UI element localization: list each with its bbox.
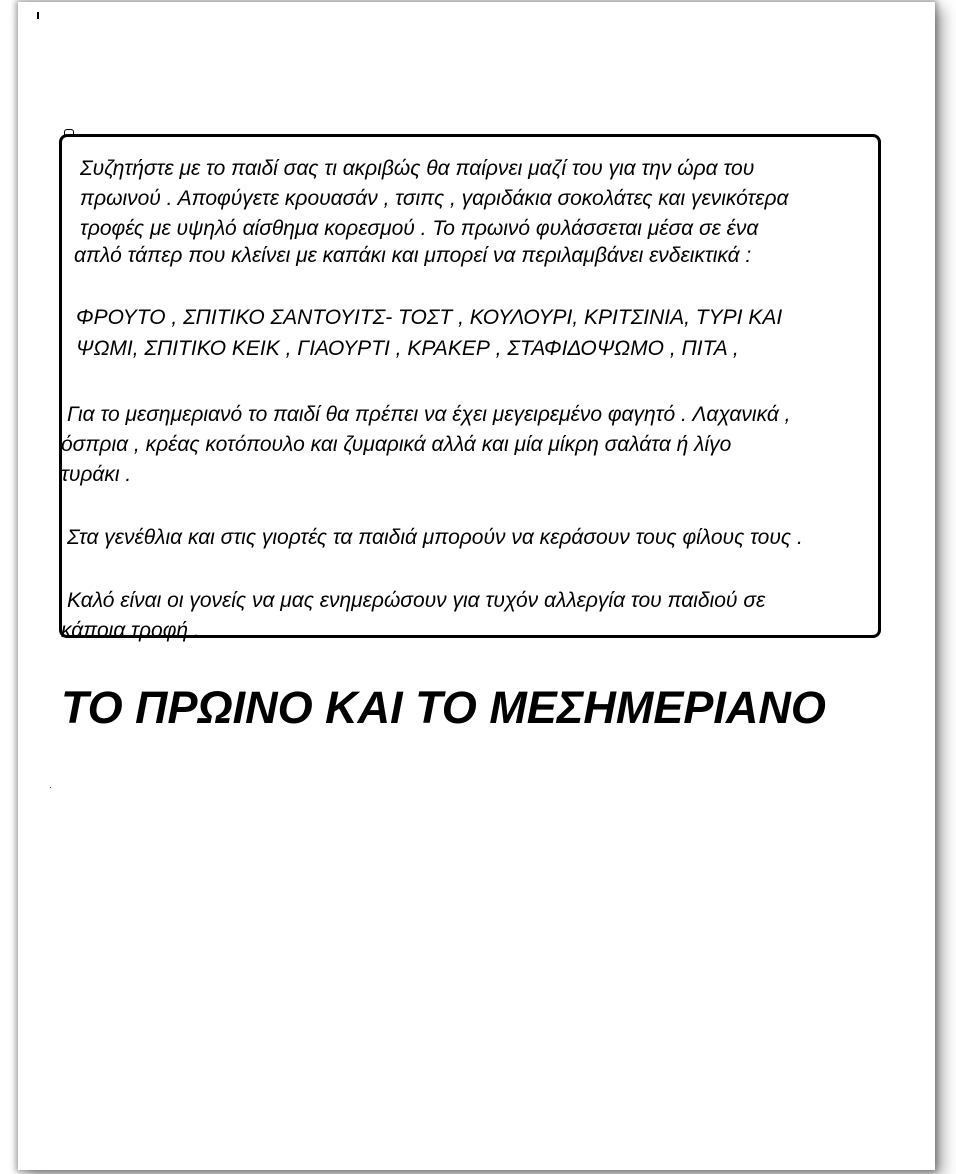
food-list-line: ΦΡΟΥΤΟ , ΣΠΙΤΙΚΟ ΣΑΝΤΟΥΙΤΣ- ΤΟΣΤ , ΚΟΥΛΟΥΡΙ, ΚΡΙΤΣΙΝΙΑ, ΤΥΡΙ ΚΑΙ <box>76 306 783 329</box>
page-title: ΤΟ ΠΡΩΙΝΟ ΚΑΙ ΤΟ ΜΕΣΗΜΕΡΙΑΝΟ <box>61 682 826 733</box>
info-text-line: τροφές με υψηλό αίσθημα κορεσμού . Το πρωινό φυλάσσεται μέσα σε ένα <box>80 217 759 240</box>
food-list-line: ΨΩΜΙ, ΣΠΙΤΙΚΟ ΚΕΙΚ , ΓΙΑΟΥΡΤΙ , ΚΡΑΚΕΡ , ΣΤΑΦΙΔΟΨΩΜΟ , ΠΙΤΑ , <box>76 337 739 360</box>
lunch-text-line: όσπρια , κρέας κοτόπουλο και ζυμαρικά αλλά και μία μίκρη σαλάτα ή λίγο <box>61 433 732 456</box>
lunch-text-line: τυράκι . <box>61 463 132 486</box>
allergy-text-line: κάποια τροφή . <box>61 619 200 642</box>
info-text-line: απλό τάπερ που κλείνει με καπάκι και μπορεί να περιλαμβάνει ενδεικτικά : <box>74 244 752 267</box>
info-text-line: πρωινού . Αποφύγετε κρουασάν , τσιπς , γαριδάκια σοκολάτες και γενικότερα <box>80 187 789 210</box>
allergy-text-line: Καλό είναι οι γονείς να μας ενημερώσουν για τυχόν αλλεργία του παιδιού σε <box>67 589 766 612</box>
document-page <box>18 2 935 1170</box>
stray-dot <box>50 787 51 788</box>
info-text-line: Συζητήστε με το παιδί σας τι ακριβώς θα παίρνει μαζί του για την ώρα του <box>80 157 755 180</box>
birthday-text-line: Στα γενέθλια και στις γιορτές τα παιδιά μπορούν να κεράσουν τους φίλους τους . <box>67 526 803 549</box>
page-mark <box>37 12 39 19</box>
lunch-text-line: Για το μεσημεριανό το παιδί θα πρέπει να έχει μεγειρεμένο φαγητό . Λαχανικά , <box>67 403 791 426</box>
